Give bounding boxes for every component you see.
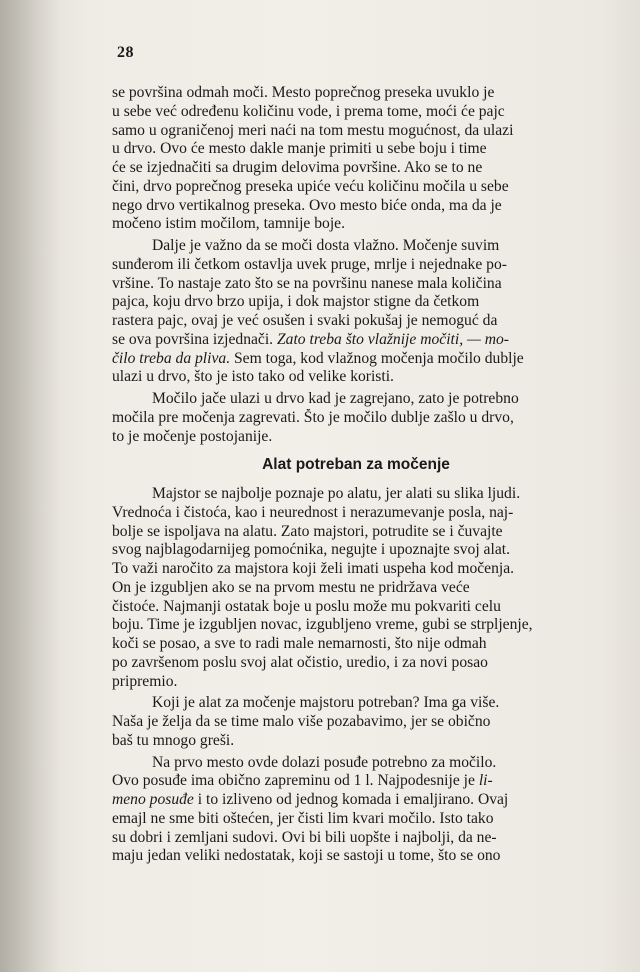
text-line: sunđerom ili četkom ostavlja uvek pruge, mrlje i nejednake po- (112, 255, 507, 273)
page-body (112, 84, 600, 866)
text-line: se površina odmah moči. Mesto poprečnog preseka uvuklo je (112, 84, 495, 101)
text-line: bolje se ispoljava na alatu. Zato majstori, potrudite se i čuvajte (112, 522, 503, 540)
text-line: će se izjednačiti sa drugim delovima površine. Ako se to ne (112, 159, 483, 176)
text-line: to je močenje postojanije. (112, 427, 273, 445)
text-line (112, 350, 600, 369)
text-line: To važi naročito za majstora koji želi imati uspeha kod močenja. (112, 560, 515, 577)
text-line: Naša je želja da se time malo više pozabavimo, jer se obično (112, 713, 491, 730)
text-line: koči se posao, a sve to radi male nemarnosti, što nije odmah (112, 635, 487, 652)
paragraph-2 (112, 237, 600, 387)
paragraph-1 (112, 84, 600, 234)
italic-emphasis: li- (478, 772, 493, 790)
text-line (112, 772, 600, 791)
text-line: Dalje je važno da se moči dosta vlažno. Močenje suvim (152, 237, 500, 254)
paragraph-3 (112, 390, 600, 446)
text-span: Sem toga, kod vlažnog močenja močilo dublje (234, 349, 524, 367)
text-line: u drvo. Ovo će mesto dakle manje primiti u sebe boju i time (112, 140, 487, 158)
text-line: vršine. To nastaje zato što se na površinu nanese mala količina (112, 274, 502, 292)
section-heading: Alat potreban za močenje (262, 456, 450, 474)
text-line: čini, drvo poprečnog preseka upiće veću količinu močila u sebe (112, 177, 509, 195)
text-line: boju. Time je izgubljen novac, izgubljeno vreme, gubi se strpljenje, (112, 616, 533, 634)
text-line: ulazi u drvo, što je isto tako od velike koristi. (112, 368, 394, 386)
text-span: se ova površina izjednači. (112, 330, 274, 348)
text-line: maju jedan veliki nedostatak, koji se sastoji u tome, što se ono (112, 847, 501, 865)
text-line: po završenom poslu svoj alat očistio, uredio, i za novi posao (112, 653, 488, 671)
text-line: Vrednoća i čistoća, kao i neurednost i nerazumevanje posla, naj- (112, 503, 514, 521)
text-line (112, 331, 600, 350)
text-line: Majstor se najbolje poznaje po alatu, jer alati su slika ljudi. (152, 485, 521, 502)
text-line: močila pre močenja zagrevati. Što je močilo dublje zašlo u drvo, (112, 408, 514, 426)
paragraph-4 (112, 485, 600, 691)
text-line: u sebe već određenu količinu vode, i prema tome, moći će pajc (112, 102, 505, 120)
text-line: nego drvo vertikalnog preseka. Ovo mesto biće onda, ma da je (112, 196, 502, 214)
text-line: Koji je alat za močenje majstoru potreban? Ima ga više. (152, 694, 500, 712)
text-line: pajca, koju drvo brzo upija, i dok majstor stigne da četkom (112, 293, 480, 311)
text-line: On je izgubljen ako se na prvom mestu ne pridržava veće (112, 578, 470, 596)
binding-shadow (0, 0, 60, 972)
text-line: Na prvo mesto ovde dolazi posuđe potrebno za močilo. (152, 753, 497, 771)
page-number: 28 (117, 44, 134, 61)
text-line: svog najblagodarnijeg pomoćnika, negujte i upoznajte svoj alat. (112, 541, 510, 559)
text-line: pripremio. (112, 672, 178, 690)
italic-emphasis: meno posuđe (112, 791, 194, 808)
paragraph-5 (112, 694, 600, 750)
text-line: su dobri i zemljani sudovi. Ovi bi bili uopšte i najbolji, da ne- (112, 828, 497, 846)
italic-emphasis: Zato treba što vlažnije močiti, — mo- (276, 330, 510, 348)
text-line: čistoće. Najmanji ostatak boje u poslu može mu pokvariti celu (112, 597, 501, 615)
text-line: Močilo jače ulazi u drvo kad je zagrejano, zato je potrebno (152, 390, 519, 407)
text-span: Ovo posuđe ima obično zapreminu od 1 l. Najpodesnije je (112, 772, 475, 790)
text-line: samo u ograničenoj meri naći na tom mestu mogućnost, da ulazi (112, 121, 514, 139)
text-line: močeno istim močilom, tamnije boje. (112, 215, 346, 233)
text-span: i to izliveno od jednog komada i emaljirano. Ovaj (197, 791, 509, 808)
text-line (112, 791, 600, 810)
paragraph-6 (112, 754, 600, 867)
text-line: emajl ne sme biti oštećen, jer čisti lim kvari močilo. Isto tako (112, 809, 494, 827)
italic-emphasis: čilo treba da pliva. (112, 349, 231, 367)
text-line: rastera pajc, ovaj je već osušen i svaki pokušaj je nemoguć da (112, 312, 498, 329)
text-line: baš tu mnogo greši. (112, 731, 235, 749)
